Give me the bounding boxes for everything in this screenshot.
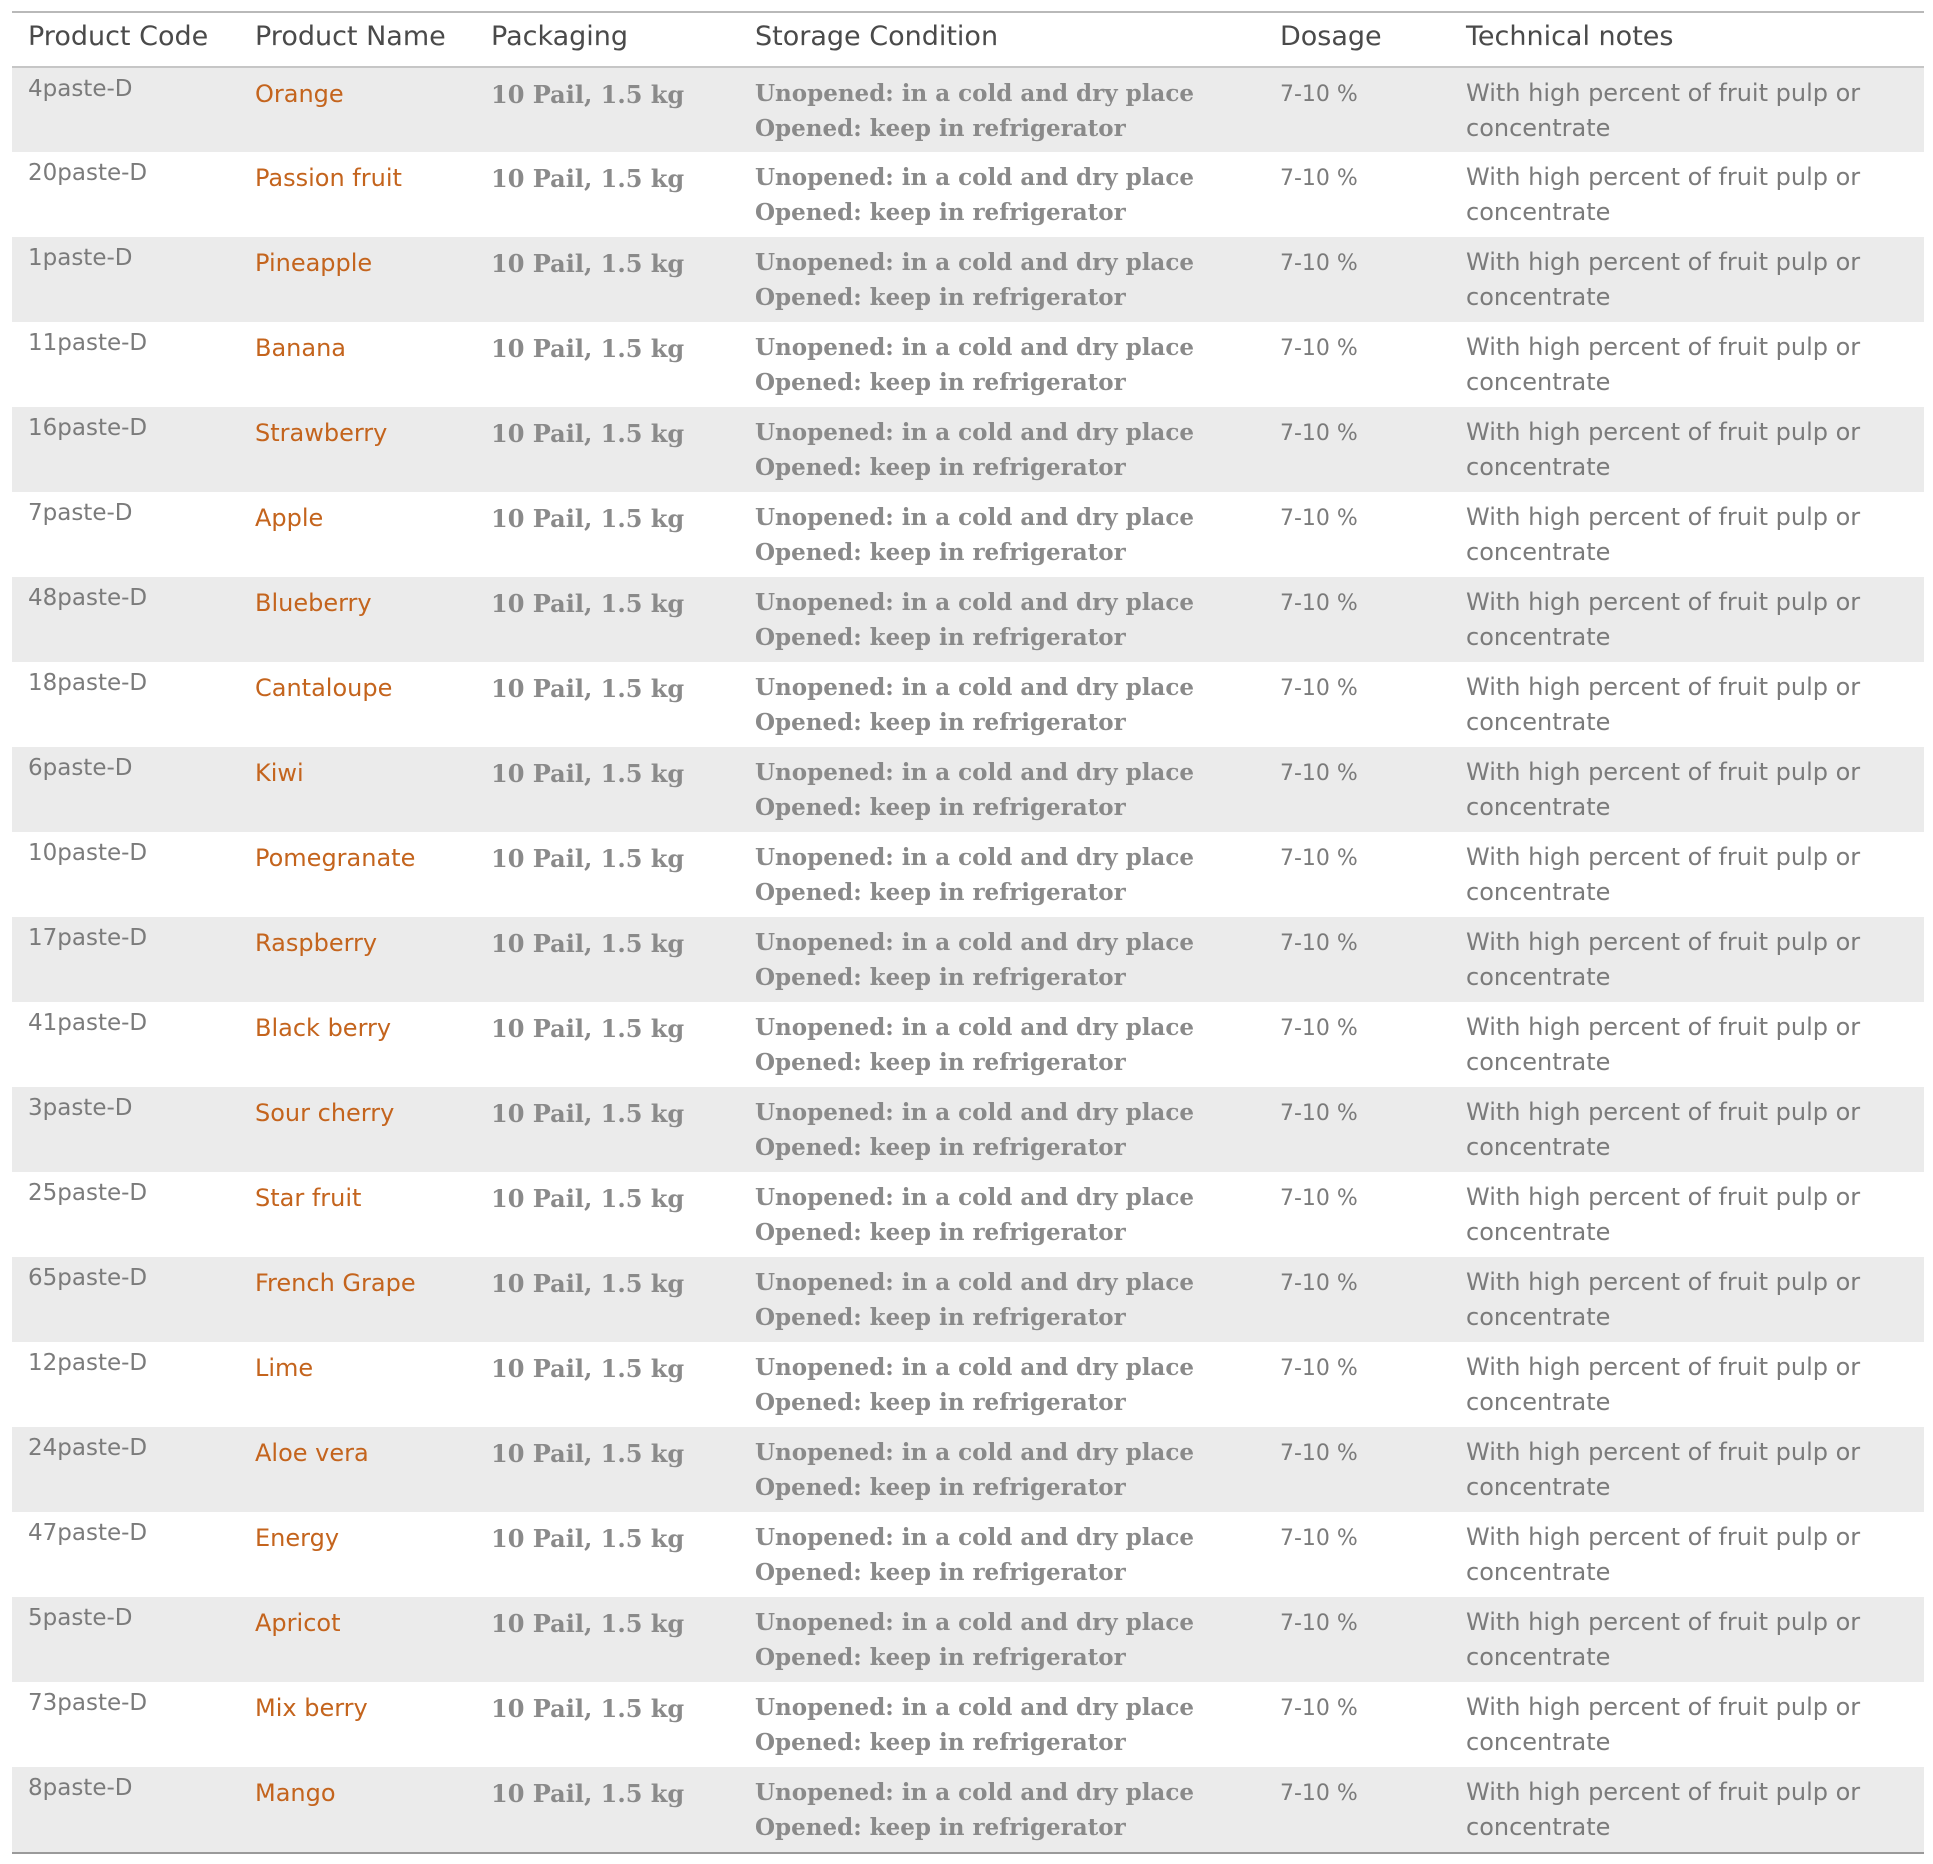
product-name-cell: Aloe vera [239,1427,475,1512]
table-row [12,322,1924,407]
storage-opened-text: Opened: keep in refrigerator [755,539,1126,566]
header-dosage: Dosage [1264,13,1450,67]
storage-opened-text: Opened: keep in refrigerator [755,369,1126,396]
storage-condition-cell [739,1087,1264,1172]
table-row [12,1002,1924,1087]
header-row [12,13,1924,67]
technical-notes-cell: With high percent of fruit pulp or concentrate [1450,492,1924,577]
table-row [12,662,1924,747]
storage-unopened-text: Unopened: in a cold and dry place [755,334,1194,361]
product-code-cell: 3paste-D [12,1087,239,1172]
storage-unopened-text: Unopened: in a cold and dry place [755,759,1194,786]
storage-unopened-text: Unopened: in a cold and dry place [755,419,1194,446]
table-row [12,1767,1924,1852]
product-code-cell: 11paste-D [12,322,239,407]
technical-notes-cell: With high percent of fruit pulp or concentrate [1450,1002,1924,1087]
storage-condition-cell [739,577,1264,662]
technical-notes-cell: With high percent of fruit pulp or concentrate [1450,1427,1924,1512]
storage-condition-cell [739,152,1264,237]
storage-condition-cell [739,492,1264,577]
table-row [12,917,1924,1002]
technical-notes-cell: With high percent of fruit pulp or concentrate [1450,67,1924,152]
storage-condition-cell [739,322,1264,407]
product-code-cell: 4paste-D [12,67,239,152]
table-row [12,1257,1924,1342]
product-name-cell: Passion fruit [239,152,475,237]
product-name-cell: Energy [239,1512,475,1597]
product-name-cell: Pineapple [239,237,475,322]
technical-notes-cell: With high percent of fruit pulp or concentrate [1450,747,1924,832]
packaging-cell: 10 Pail, 1.5 kg [475,577,739,662]
storage-condition-cell [739,1342,1264,1427]
table-row [12,492,1924,577]
product-code-cell: 48paste-D [12,577,239,662]
storage-unopened-text: Unopened: in a cold and dry place [755,1354,1194,1381]
product-name-cell: Orange [239,67,475,152]
product-name-cell: Sour cherry [239,1087,475,1172]
storage-unopened-text: Unopened: in a cold and dry place [755,504,1194,531]
storage-condition-cell [739,1682,1264,1767]
dosage-cell: 7-10 % [1264,407,1450,492]
storage-unopened-text: Unopened: in a cold and dry place [755,249,1194,276]
technical-notes-cell: With high percent of fruit pulp or concentrate [1450,322,1924,407]
product-name-cell: Star fruit [239,1172,475,1257]
storage-opened-text: Opened: keep in refrigerator [755,1814,1126,1841]
dosage-cell: 7-10 % [1264,1002,1450,1087]
storage-condition-cell [739,67,1264,152]
technical-notes-cell: With high percent of fruit pulp or concentrate [1450,1087,1924,1172]
packaging-cell: 10 Pail, 1.5 kg [475,747,739,832]
packaging-cell: 10 Pail, 1.5 kg [475,152,739,237]
storage-unopened-text: Unopened: in a cold and dry place [755,1439,1194,1466]
packaging-cell: 10 Pail, 1.5 kg [475,407,739,492]
packaging-cell: 10 Pail, 1.5 kg [475,917,739,1002]
dosage-cell: 7-10 % [1264,237,1450,322]
storage-unopened-text: Unopened: in a cold and dry place [755,1099,1194,1126]
product-code-cell: 6paste-D [12,747,239,832]
product-code-cell: 17paste-D [12,917,239,1002]
product-code-cell: 47paste-D [12,1512,239,1597]
storage-opened-text: Opened: keep in refrigerator [755,1559,1126,1586]
storage-opened-text: Opened: keep in refrigerator [755,1134,1126,1161]
technical-notes-cell: With high percent of fruit pulp or concentrate [1450,832,1924,917]
dosage-cell: 7-10 % [1264,1087,1450,1172]
storage-condition-cell [739,1512,1264,1597]
storage-unopened-text: Unopened: in a cold and dry place [755,1609,1194,1636]
product-code-cell: 10paste-D [12,832,239,917]
dosage-cell: 7-10 % [1264,1172,1450,1257]
table-row [12,1087,1924,1172]
storage-condition-cell [739,237,1264,322]
header-technical-notes: Technical notes [1450,13,1924,67]
dosage-cell: 7-10 % [1264,1427,1450,1512]
product-name-cell: Strawberry [239,407,475,492]
storage-unopened-text: Unopened: in a cold and dry place [755,929,1194,956]
storage-condition-cell [739,917,1264,1002]
storage-opened-text: Opened: keep in refrigerator [755,794,1126,821]
product-code-cell: 16paste-D [12,407,239,492]
table-header [12,13,1924,67]
product-code-cell: 24paste-D [12,1427,239,1512]
packaging-cell: 10 Pail, 1.5 kg [475,1172,739,1257]
storage-opened-text: Opened: keep in refrigerator [755,879,1126,906]
technical-notes-cell: With high percent of fruit pulp or concentrate [1450,1682,1924,1767]
product-code-cell: 7paste-D [12,492,239,577]
storage-opened-text: Opened: keep in refrigerator [755,1049,1126,1076]
product-code-cell: 65paste-D [12,1257,239,1342]
product-code-cell: 25paste-D [12,1172,239,1257]
table-row [12,1172,1924,1257]
technical-notes-cell: With high percent of fruit pulp or concentrate [1450,1342,1924,1427]
storage-condition-cell [739,1427,1264,1512]
header-packaging: Packaging [475,13,739,67]
product-table [12,13,1924,1852]
technical-notes-cell: With high percent of fruit pulp or concentrate [1450,1597,1924,1682]
technical-notes-cell: With high percent of fruit pulp or concentrate [1450,407,1924,492]
storage-unopened-text: Unopened: in a cold and dry place [755,80,1194,107]
storage-condition-cell [739,832,1264,917]
dosage-cell: 7-10 % [1264,322,1450,407]
header-product-code: Product Code [12,13,239,67]
table-row [12,1682,1924,1767]
table-row [12,237,1924,322]
product-table-sheet [12,11,1924,1854]
dosage-cell: 7-10 % [1264,747,1450,832]
packaging-cell: 10 Pail, 1.5 kg [475,1342,739,1427]
product-code-cell: 8paste-D [12,1767,239,1852]
product-name-cell: Cantaloupe [239,662,475,747]
technical-notes-cell: With high percent of fruit pulp or concentrate [1450,1257,1924,1342]
technical-notes-cell: With high percent of fruit pulp or concentrate [1450,152,1924,237]
dosage-cell: 7-10 % [1264,577,1450,662]
header-product-name: Product Name [239,13,475,67]
storage-unopened-text: Unopened: in a cold and dry place [755,1269,1194,1296]
product-code-cell: 41paste-D [12,1002,239,1087]
storage-opened-text: Opened: keep in refrigerator [755,199,1126,226]
dosage-cell: 7-10 % [1264,1342,1450,1427]
storage-opened-text: Opened: keep in refrigerator [755,1219,1126,1246]
bottom-rule [12,1852,1924,1854]
storage-unopened-text: Unopened: in a cold and dry place [755,844,1194,871]
product-name-cell: Mango [239,1767,475,1852]
dosage-cell: 7-10 % [1264,832,1450,917]
storage-opened-text: Opened: keep in refrigerator [755,284,1126,311]
table-row [12,67,1924,152]
packaging-cell: 10 Pail, 1.5 kg [475,1002,739,1087]
table-row [12,1342,1924,1427]
packaging-cell: 10 Pail, 1.5 kg [475,832,739,917]
technical-notes-cell: With high percent of fruit pulp or concentrate [1450,1172,1924,1257]
packaging-cell: 10 Pail, 1.5 kg [475,237,739,322]
packaging-cell: 10 Pail, 1.5 kg [475,1597,739,1682]
technical-notes-cell: With high percent of fruit pulp or concentrate [1450,1767,1924,1852]
dosage-cell: 7-10 % [1264,492,1450,577]
technical-notes-cell: With high percent of fruit pulp or concentrate [1450,917,1924,1002]
storage-opened-text: Opened: keep in refrigerator [755,964,1126,991]
storage-condition-cell [739,662,1264,747]
storage-condition-cell [739,1002,1264,1087]
product-name-cell: Blueberry [239,577,475,662]
storage-unopened-text: Unopened: in a cold and dry place [755,589,1194,616]
storage-opened-text: Opened: keep in refrigerator [755,454,1126,481]
storage-opened-text: Opened: keep in refrigerator [755,1304,1126,1331]
storage-unopened-text: Unopened: in a cold and dry place [755,674,1194,701]
product-name-cell: French Grape [239,1257,475,1342]
product-code-cell: 12paste-D [12,1342,239,1427]
table-row [12,747,1924,832]
table-row [12,1512,1924,1597]
product-name-cell: Lime [239,1342,475,1427]
storage-opened-text: Opened: keep in refrigerator [755,115,1126,142]
storage-opened-text: Opened: keep in refrigerator [755,1474,1126,1501]
storage-unopened-text: Unopened: in a cold and dry place [755,1014,1194,1041]
dosage-cell: 7-10 % [1264,1512,1450,1597]
dosage-cell: 7-10 % [1264,1767,1450,1852]
packaging-cell: 10 Pail, 1.5 kg [475,67,739,152]
storage-unopened-text: Unopened: in a cold and dry place [755,1184,1194,1211]
storage-opened-text: Opened: keep in refrigerator [755,709,1126,736]
product-name-cell: Pomegranate [239,832,475,917]
technical-notes-cell: With high percent of fruit pulp or concentrate [1450,577,1924,662]
dosage-cell: 7-10 % [1264,1257,1450,1342]
table-row [12,407,1924,492]
dosage-cell: 7-10 % [1264,1597,1450,1682]
packaging-cell: 10 Pail, 1.5 kg [475,1512,739,1597]
product-code-cell: 5paste-D [12,1597,239,1682]
technical-notes-cell: With high percent of fruit pulp or concentrate [1450,1512,1924,1597]
packaging-cell: 10 Pail, 1.5 kg [475,662,739,747]
dosage-cell: 7-10 % [1264,67,1450,152]
table-row [12,577,1924,662]
product-name-cell: Banana [239,322,475,407]
storage-unopened-text: Unopened: in a cold and dry place [755,1524,1194,1551]
product-name-cell: Apricot [239,1597,475,1682]
product-code-cell: 73paste-D [12,1682,239,1767]
product-name-cell: Apple [239,492,475,577]
table-row [12,1427,1924,1512]
packaging-cell: 10 Pail, 1.5 kg [475,1767,739,1852]
table-row [12,152,1924,237]
storage-opened-text: Opened: keep in refrigerator [755,1729,1126,1756]
dosage-cell: 7-10 % [1264,662,1450,747]
packaging-cell: 10 Pail, 1.5 kg [475,1257,739,1342]
storage-condition-cell [739,747,1264,832]
technical-notes-cell: With high percent of fruit pulp or concentrate [1450,237,1924,322]
storage-unopened-text: Unopened: in a cold and dry place [755,164,1194,191]
storage-condition-cell [739,1767,1264,1852]
product-code-cell: 20paste-D [12,152,239,237]
table-body [12,67,1924,1852]
packaging-cell: 10 Pail, 1.5 kg [475,322,739,407]
storage-opened-text: Opened: keep in refrigerator [755,1389,1126,1416]
storage-condition-cell [739,1597,1264,1682]
dosage-cell: 7-10 % [1264,152,1450,237]
product-code-cell: 1paste-D [12,237,239,322]
dosage-cell: 7-10 % [1264,1682,1450,1767]
header-storage-condition: Storage Condition [739,13,1264,67]
table-row [12,832,1924,917]
product-name-cell: Kiwi [239,747,475,832]
packaging-cell: 10 Pail, 1.5 kg [475,1087,739,1172]
technical-notes-cell: With high percent of fruit pulp or concentrate [1450,662,1924,747]
storage-unopened-text: Unopened: in a cold and dry place [755,1694,1194,1721]
packaging-cell: 10 Pail, 1.5 kg [475,492,739,577]
product-name-cell: Mix berry [239,1682,475,1767]
packaging-cell: 10 Pail, 1.5 kg [475,1682,739,1767]
product-name-cell: Black berry [239,1002,475,1087]
storage-opened-text: Opened: keep in refrigerator [755,624,1126,651]
storage-condition-cell [739,1172,1264,1257]
packaging-cell: 10 Pail, 1.5 kg [475,1427,739,1512]
storage-unopened-text: Unopened: in a cold and dry place [755,1779,1194,1806]
dosage-cell: 7-10 % [1264,917,1450,1002]
storage-condition-cell [739,1257,1264,1342]
product-name-cell: Raspberry [239,917,475,1002]
table-row [12,1597,1924,1682]
product-code-cell: 18paste-D [12,662,239,747]
storage-condition-cell [739,407,1264,492]
storage-opened-text: Opened: keep in refrigerator [755,1644,1126,1671]
